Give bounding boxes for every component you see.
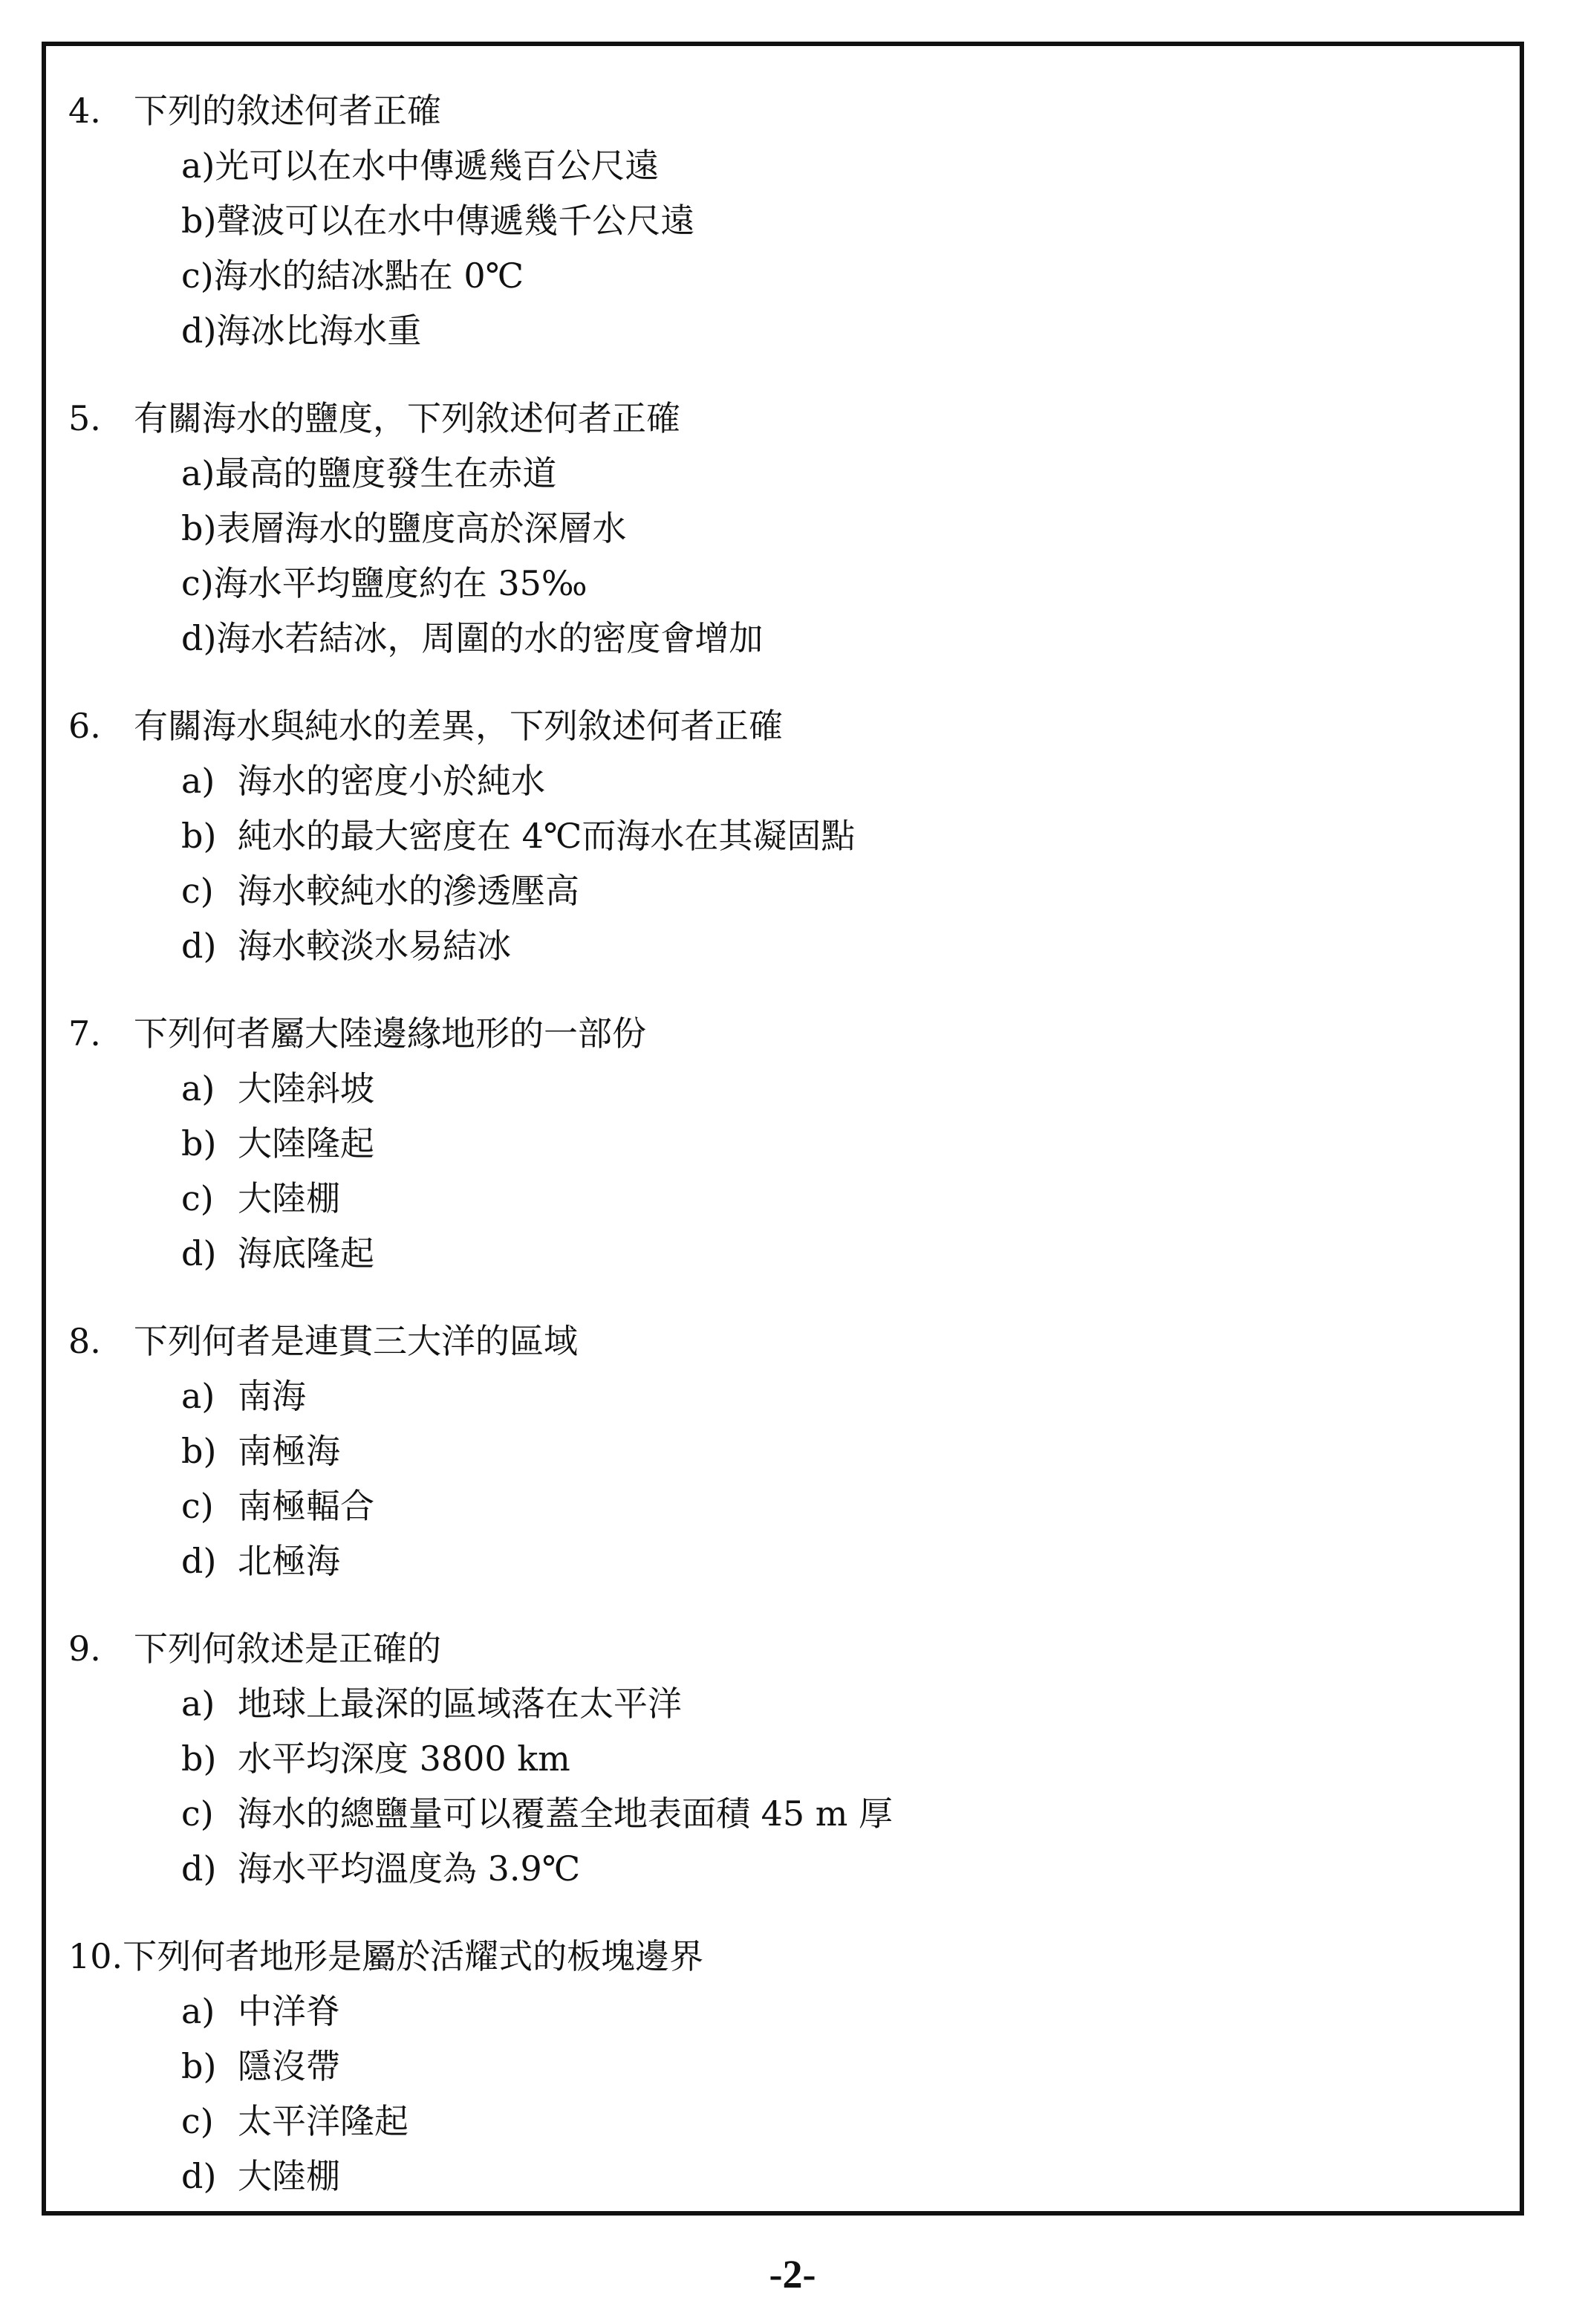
question-number: 6.: [68, 706, 101, 746]
option-label: c): [181, 1794, 214, 1834]
option-c: [68, 1786, 1480, 1841]
question-number: 4.: [68, 91, 101, 131]
option-label: b): [181, 508, 217, 548]
option-label: b): [181, 2046, 217, 2086]
question-text: 下列何者是連貫三大洋的區域: [134, 1321, 578, 1361]
option-text: 大陸隆起: [238, 1123, 374, 1163]
question-text: 有關海水的鹽度，下列敘述何者正確: [134, 398, 680, 438]
option-label: d): [181, 926, 217, 966]
option-d: [68, 1226, 1480, 1281]
option-text: 海水的密度小於純水: [238, 761, 545, 801]
option-b: [68, 1424, 1480, 1479]
option-text: 海底隆起: [238, 1233, 374, 1273]
question-9: [68, 1621, 1480, 1896]
question-number: 10.: [68, 1936, 123, 1976]
question-stem: [68, 698, 1480, 753]
question-text: 下列何者地形是屬於活耀式的板塊邊界: [123, 1936, 704, 1976]
option-label: a): [181, 761, 215, 801]
option-c: [68, 556, 1480, 611]
question-number: 5.: [68, 398, 101, 438]
option-label: b): [181, 1123, 217, 1163]
option-a: [68, 1676, 1480, 1731]
question-4: [68, 83, 1480, 358]
option-label: a): [181, 146, 215, 186]
option-c: [68, 248, 1480, 303]
option-text: 海水的總鹽量可以覆蓋全地表面積 45 m 厚: [238, 1794, 894, 1834]
option-text: 海水若結冰，周圍的水的密度會增加: [216, 618, 764, 658]
option-b: [68, 2039, 1480, 2094]
question-6: [68, 698, 1480, 973]
question-text: 下列何者屬大陸邊緣地形的一部份: [134, 1013, 646, 1054]
option-b: [68, 1731, 1480, 1786]
page-frame: [42, 42, 1524, 2216]
question-stem: [68, 1314, 1480, 1369]
option-b: [68, 808, 1480, 863]
option-label: d): [181, 1233, 217, 1273]
option-a: [68, 1369, 1480, 1424]
option-text: 中洋脊: [238, 1991, 340, 2031]
option-label: b): [181, 201, 217, 241]
option-a: [68, 1061, 1480, 1116]
option-label: b): [181, 816, 217, 856]
option-label: d): [181, 311, 217, 351]
question-text: 下列何敘述是正確的: [134, 1629, 441, 1669]
option-c: [68, 863, 1480, 918]
option-a: [68, 753, 1480, 808]
option-text: 大陸斜坡: [238, 1068, 374, 1109]
page-number: -2-: [769, 2252, 816, 2297]
question-list: [68, 83, 1480, 2236]
option-d: [68, 2149, 1480, 2204]
option-d: [68, 611, 1480, 666]
option-a: [68, 446, 1480, 501]
option-text: 海冰比海水重: [216, 311, 422, 351]
option-label: a): [181, 1068, 215, 1109]
option-text: 太平洋隆起: [238, 2101, 409, 2141]
option-label: a): [181, 1684, 215, 1724]
option-text: 光可以在水中傳遞幾百公尺遠: [215, 146, 660, 186]
option-text: 大陸棚: [238, 2156, 340, 2196]
option-label: c): [181, 2101, 214, 2141]
question-stem: [68, 83, 1480, 138]
question-7: [68, 1006, 1480, 1281]
option-d: [68, 1533, 1480, 1588]
question-5: [68, 391, 1480, 666]
option-text: 最高的鹽度發生在赤道: [215, 453, 557, 493]
option-d: [68, 1841, 1480, 1896]
option-a: [68, 138, 1480, 193]
option-text: 北極海: [238, 1541, 340, 1581]
question-number: 9.: [68, 1629, 101, 1669]
option-label: c): [181, 563, 214, 603]
option-c: [68, 2094, 1480, 2149]
option-label: a): [181, 453, 215, 493]
option-b: [68, 1116, 1480, 1171]
option-label: a): [181, 1991, 215, 2031]
option-label: a): [181, 1376, 215, 1416]
option-text: 聲波可以在水中傳遞幾千公尺遠: [216, 201, 695, 241]
option-b: [68, 501, 1480, 556]
question-8: [68, 1314, 1480, 1588]
option-c: [68, 1171, 1480, 1226]
question-number: 7.: [68, 1013, 101, 1054]
question-number: 8.: [68, 1321, 101, 1361]
option-text: 南極海: [238, 1431, 340, 1471]
question-stem: [68, 1006, 1480, 1061]
option-text: 海水較純水的滲透壓高: [238, 871, 579, 911]
option-text: 純水的最大密度在 4℃而海水在其凝固點: [238, 816, 856, 856]
option-label: d): [181, 1541, 217, 1581]
option-label: c): [181, 871, 214, 911]
question-text: 有關海水與純水的差異，下列敘述何者正確: [134, 706, 783, 746]
option-label: d): [181, 618, 217, 658]
question-stem: [68, 391, 1480, 446]
option-text: 南極輻合: [238, 1486, 374, 1526]
option-text: 海水平均溫度為 3.9℃: [238, 1849, 581, 1889]
option-label: c): [181, 256, 214, 296]
option-text: 南海: [238, 1376, 306, 1416]
option-c: [68, 1479, 1480, 1533]
option-text: 海水平均鹽度約在 35‰: [213, 563, 588, 603]
question-text: 下列的敘述何者正確: [134, 91, 441, 131]
question-stem: [68, 1621, 1480, 1676]
option-label: b): [181, 1431, 217, 1471]
option-d: [68, 303, 1480, 358]
option-text: 地球上最深的區域落在太平洋: [238, 1684, 682, 1724]
option-text: 大陸棚: [238, 1178, 340, 1218]
option-label: c): [181, 1178, 214, 1218]
option-label: b): [181, 1739, 217, 1779]
option-d: [68, 918, 1480, 973]
option-a: [68, 1984, 1480, 2039]
option-text: 海水的結冰點在 0℃: [213, 256, 524, 296]
question-stem: [68, 1929, 1480, 1984]
option-text: 海水較淡水易結冰: [238, 926, 511, 966]
option-label: c): [181, 1486, 214, 1526]
option-text: 隱沒帶: [238, 2046, 340, 2086]
option-b: [68, 193, 1480, 248]
option-text: 表層海水的鹽度高於深層水: [216, 508, 627, 548]
option-label: d): [181, 2156, 217, 2196]
question-10: [68, 1929, 1480, 2204]
option-label: d): [181, 1849, 217, 1889]
option-text: 水平均深度 3800 km: [238, 1739, 570, 1779]
